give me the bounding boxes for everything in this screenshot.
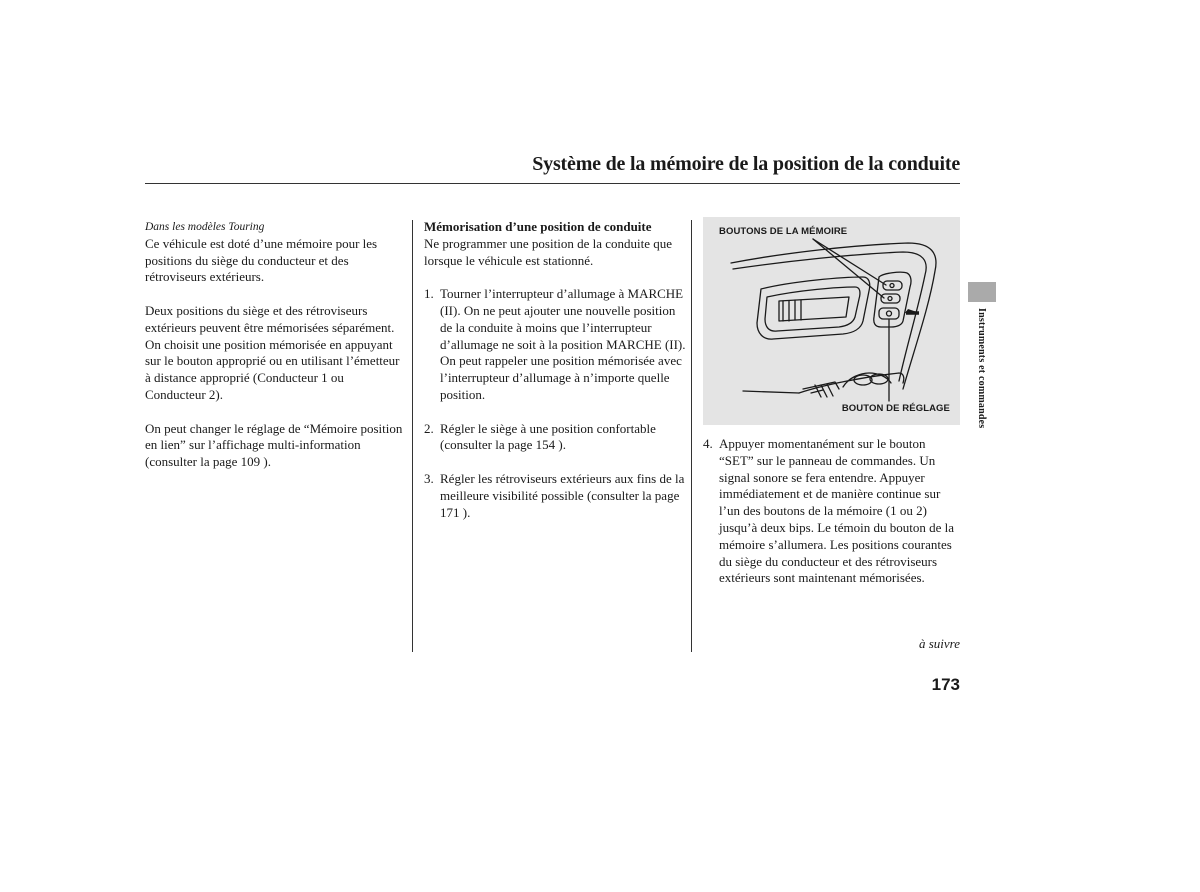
continued-note: à suivre — [918, 636, 960, 651]
step-2 — [424, 421, 686, 455]
step-text: Régler les rétroviseurs extérieurs aux fins de la meilleure visibilité possible (consulter la page 171 ). — [440, 470, 685, 520]
step-text: Tourner l’interrupteur d’allumage à MARCHE (II). On ne peut ajouter une nouvelle position de la conduite à moins que l’interrupteur d’allumage ne soit à la position MARCHE (II). On peut rappeler une position mémorisée avec l’interrupteur d’allumage à n’importe quelle position. — [440, 286, 686, 402]
section-tab-marker — [968, 282, 996, 302]
step-number: 1. — [424, 286, 434, 302]
step-3 — [424, 471, 686, 521]
title-rule — [145, 183, 960, 184]
column-right — [703, 436, 961, 587]
section-intro: Ne programmer une position de la conduite que lorsque le véhicule est stationné. — [424, 235, 673, 268]
paragraph-positions: Deux positions du siège et des rétroviseurs extérieurs peuvent être mémorisées séparément. On choisit une position mémorisée en appuyant sur le bouton approprié ou en utilisant l’émetteur à distance approprié (Conducteur 1 ou Conducteur 2). — [145, 302, 400, 402]
column-divider-1 — [412, 220, 413, 652]
set-button-label: BOUTON DE RÉGLAGE — [841, 403, 950, 414]
section-heading: Mémorisation d’une position de conduite — [424, 219, 652, 234]
page-number: 173 — [931, 675, 960, 694]
step-number: 2. — [424, 420, 434, 436]
section-tab-label: Instruments et commandes — [976, 308, 987, 429]
column-left — [145, 219, 403, 471]
column-divider-2 — [691, 220, 692, 652]
step-text: Régler le siège à une position confortable (consulter la page 154 ). — [440, 420, 656, 453]
page-title: Système de la mémoire de la position de la conduite — [532, 153, 960, 175]
door-panel-illustration — [703, 217, 960, 425]
column-middle — [424, 219, 686, 521]
step-text: Appuyer momentanément sur le bouton “SET” sur le panneau de commandes. Un signal sonore se fera entendre. Appuyer immédiatement et de manière continue sur l’un des boutons de la mémoire (1 ou 2) jusqu’à deux bips. Le témoin du bouton de la mémoire s’allumera. Les positions courantes du siège du conducteur et des rétroviseurs extérieurs sont maintenant mémorisées. — [719, 436, 955, 586]
step-number: 3. — [424, 470, 434, 486]
door-panel-drawing — [703, 217, 960, 425]
model-note: Dans les modèles Touring — [145, 221, 265, 233]
step-4 — [703, 436, 961, 587]
memory-buttons-label: BOUTONS DE LA MÉMOIRE — [719, 226, 848, 237]
step-1 — [424, 286, 686, 404]
paragraph-intro: Ce véhicule est doté d’une mémoire pour les positions du siège du conducteur et des rétroviseurs extérieurs. — [145, 235, 378, 285]
step-number: 4. — [703, 436, 713, 451]
paragraph-settings: On peut changer le réglage de “Mémoire position en lien” sur l’affichage multi-information (consulter la page 109 ). — [145, 420, 403, 470]
